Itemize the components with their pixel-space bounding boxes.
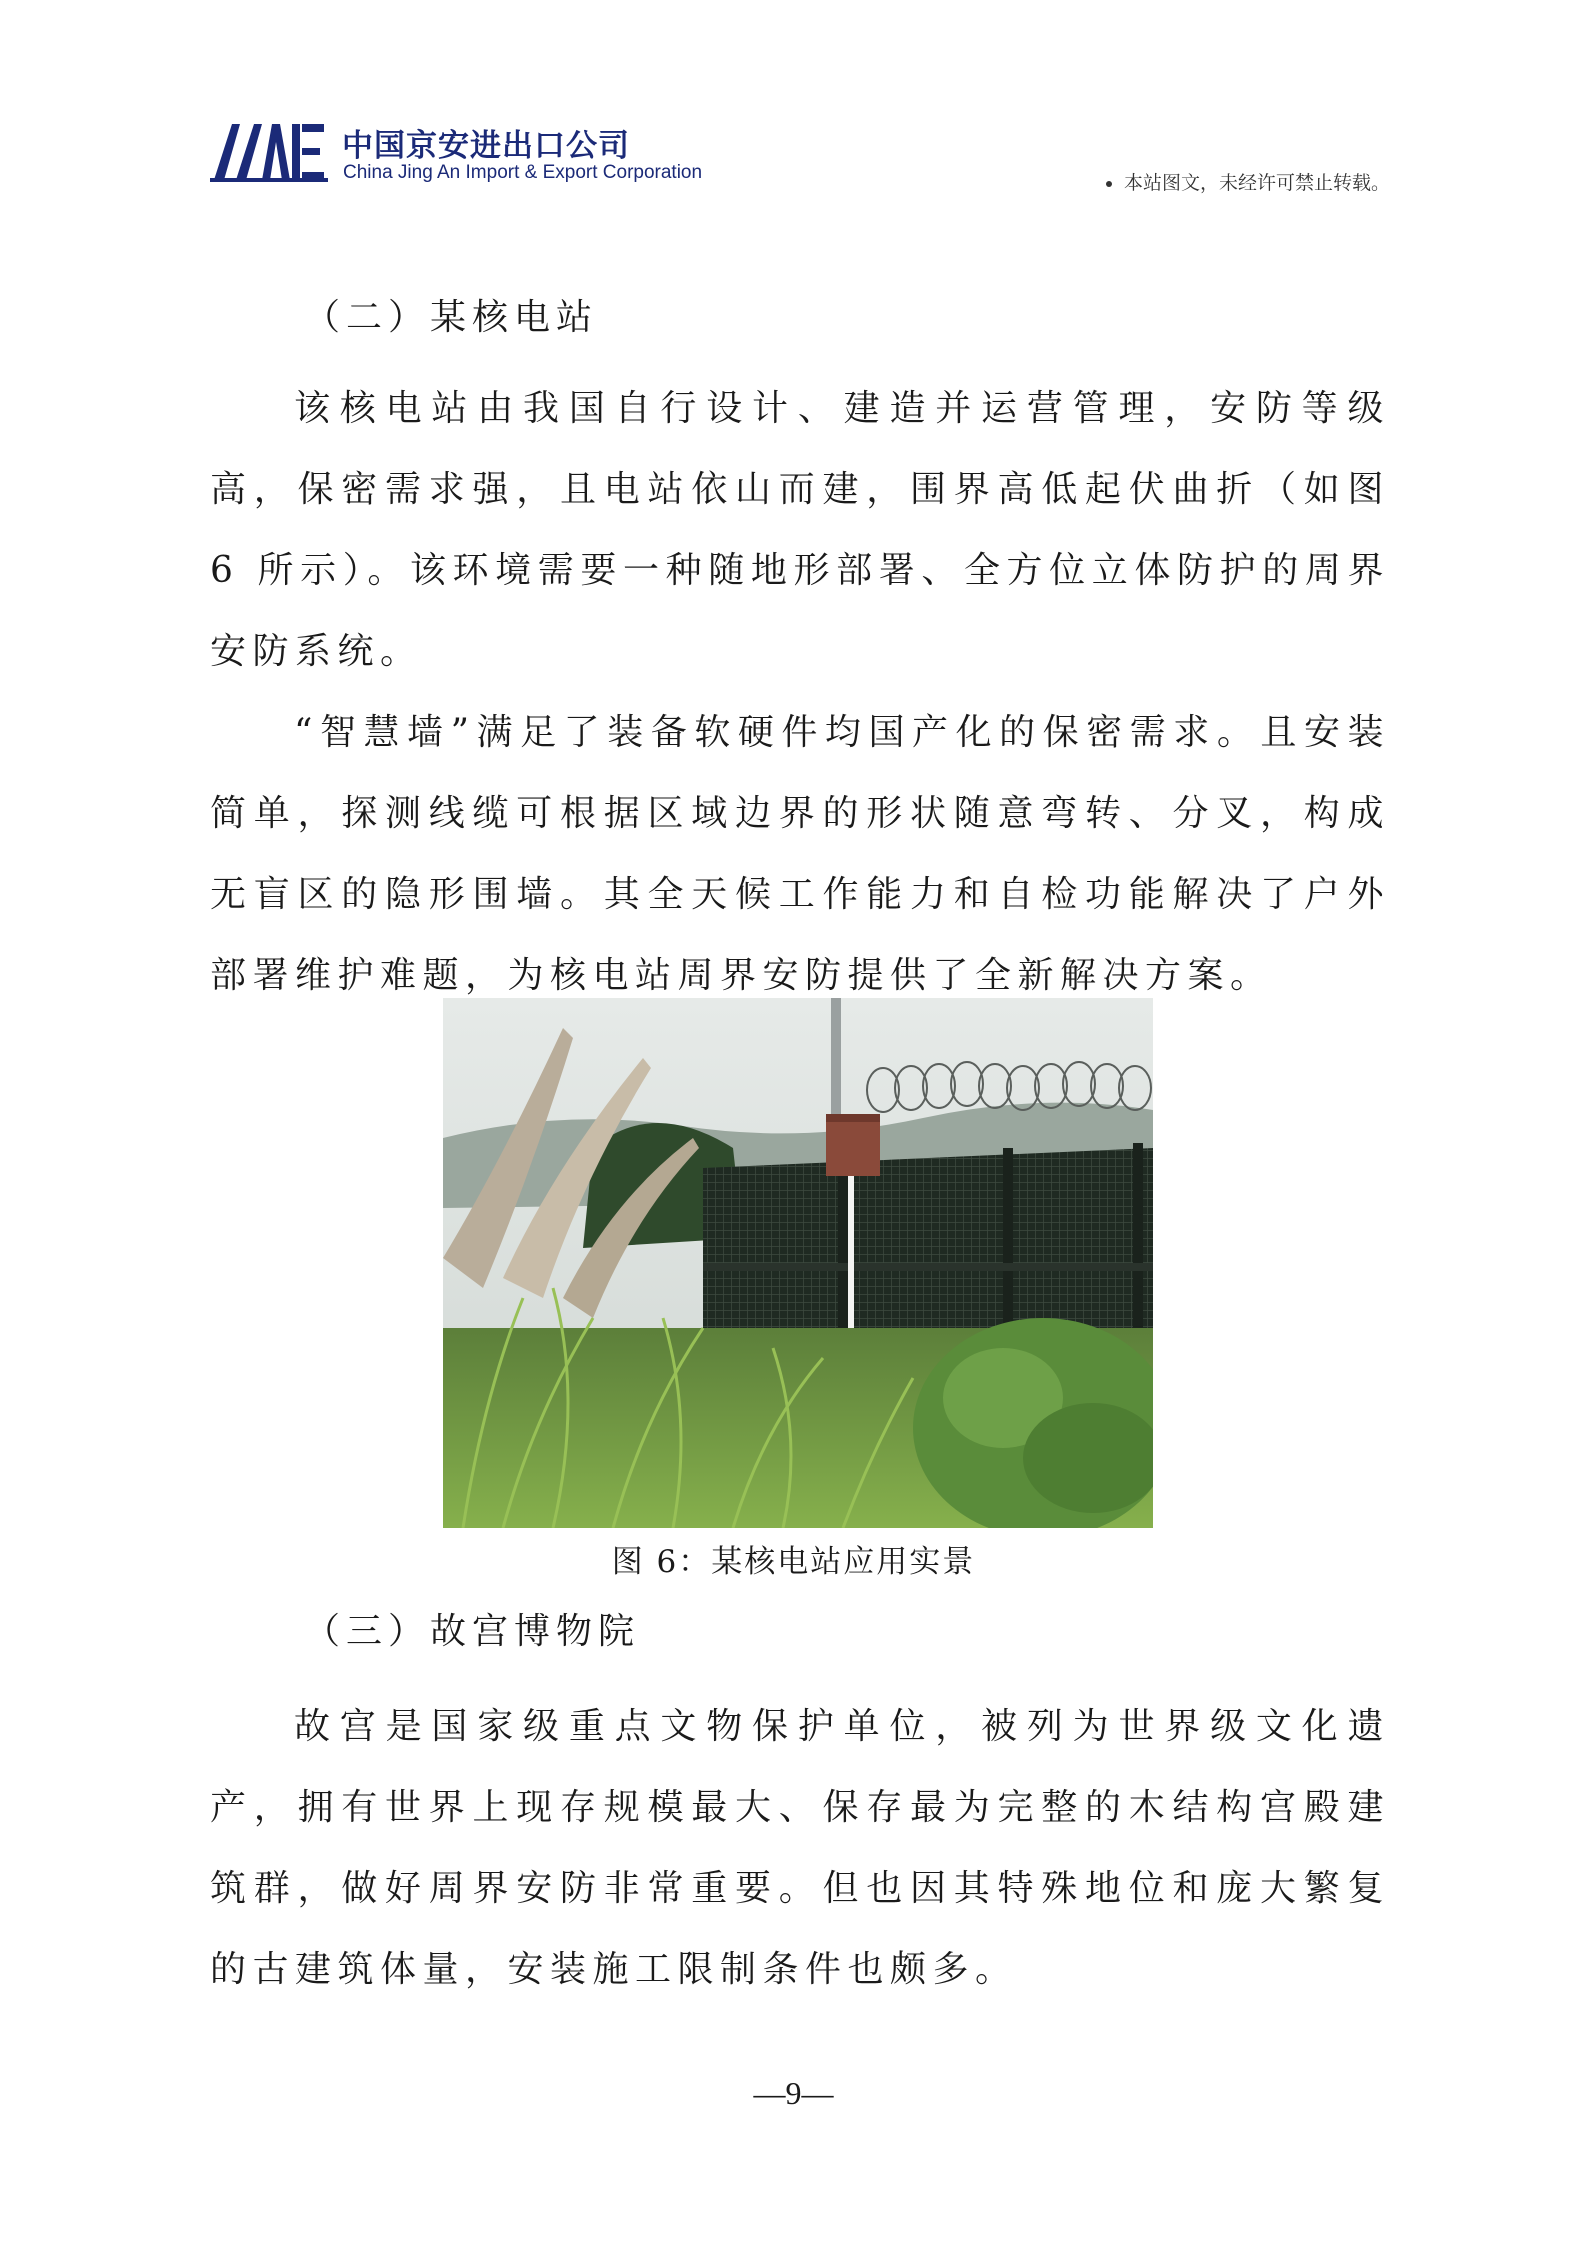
figure-caption: 图 6：某核电站应用实景 xyxy=(611,1544,976,1580)
copyright-notice-text: 本站图文，未经许可禁止转载。 xyxy=(1123,172,1390,194)
bullet-icon xyxy=(1106,181,1112,187)
page-header xyxy=(210,118,1390,198)
company-name-cn: 中国京安进出口公司 xyxy=(342,128,630,164)
section-palace-museum xyxy=(210,1604,1390,2010)
company-name-en: China Jing An Import & Export Corporation xyxy=(343,162,703,183)
paragraph: “智慧墙”满足了装备软硬件均国产化的保密需求。且安装简单，探测线缆可根据区域边界的形状随意弯转、分叉，构成无盲区的隐形围墙。其全天候工作能力和自检功能解决了户外部署维护难题，为核电站周界安防提供了全新解决方案。 xyxy=(210,712,1390,996)
paragraph: 该核电站由我国自行设计、建造并运营管理，安防等级高，保密需求强，且电站依山而建，围界高低起伏曲折（如图 6 所示）。该环境需要一种随地形部署、全方位立体防护的周界安防系统。 xyxy=(210,388,1390,672)
copyright-notice xyxy=(1106,168,1390,195)
section-nuclear-plant xyxy=(210,290,1390,1016)
company-logo xyxy=(210,118,328,184)
section-heading: （二）某核电站 xyxy=(304,297,599,338)
section-heading: （三）故宫博物院 xyxy=(304,1611,641,1652)
page-number: —9— xyxy=(753,2075,834,2111)
nuclear-plant-photo xyxy=(443,998,1153,1528)
paragraph: 故宫是国家级重点文物保护单位，被列为世界级文化遗产，拥有世界上现存规模最大、保存最为完整的木结构宫殿建筑群，做好周界安防非常重要。但也因其特殊地位和庞大繁复的古建筑体量，安装施工限制条件也颇多。 xyxy=(210,1706,1390,1990)
fence-scene-image xyxy=(443,998,1153,1528)
